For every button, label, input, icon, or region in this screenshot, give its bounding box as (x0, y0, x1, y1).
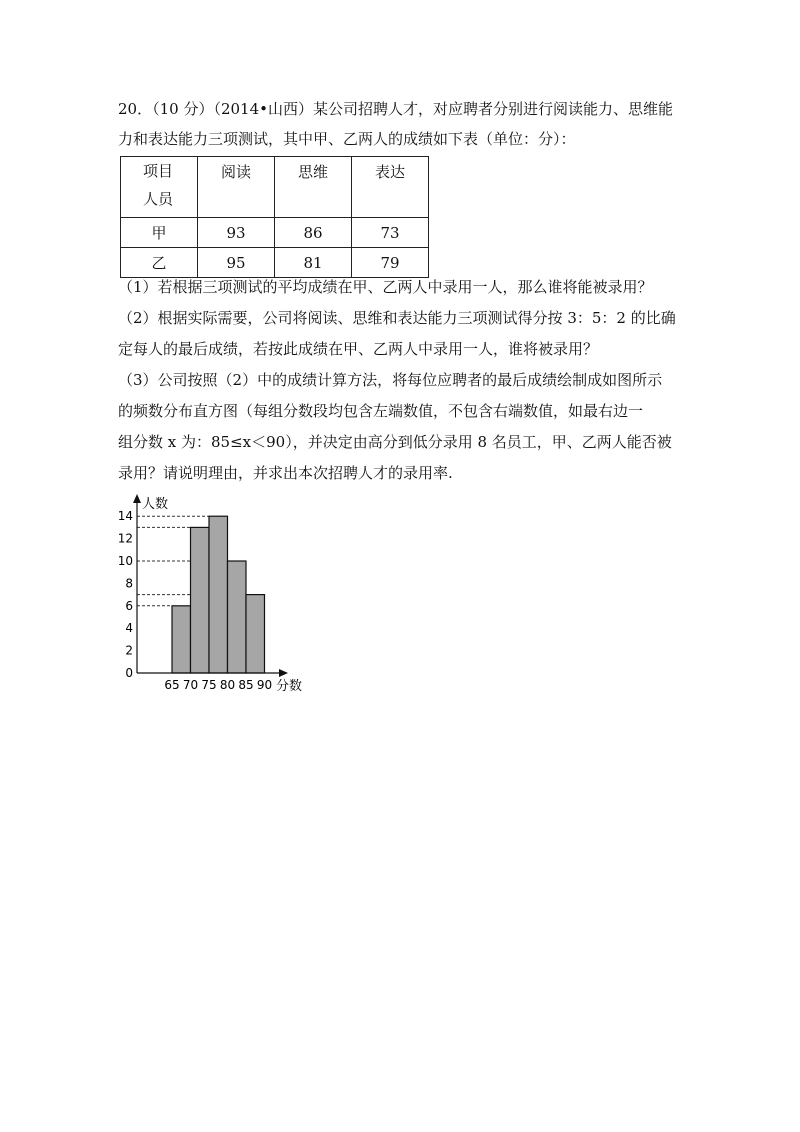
cell-value: 93 (198, 218, 275, 248)
y-tick-label: 2 (125, 643, 133, 658)
histogram-bar (191, 527, 210, 673)
x-tick-label: 85 (238, 678, 254, 692)
part-2-line-a: （2）根据实际需要，公司将阅读、思维和表达能力三项测试得分按 3：5：2 的比确 (118, 309, 676, 327)
part-2-line-b: 定每人的最后成绩，若按此成绩在甲、乙两人中录用一人，谁将被录用？ (118, 340, 599, 358)
x-tick-label: 90 (256, 678, 273, 692)
cell-value: 79 (352, 248, 429, 278)
y-tick-label: 6 (125, 598, 133, 613)
part-3-line-a: （3）公司按照（2）中的成绩计算方法，将每位应聘者的最后成绩绘制成如图所示 (118, 371, 663, 389)
header-reading: 阅读 (198, 157, 275, 218)
score-table (120, 156, 429, 278)
y-axis-arrow (133, 494, 141, 503)
x-tick-label: 80 (219, 678, 236, 692)
histogram-chart (110, 490, 330, 700)
y-tick-label: 12 (117, 531, 133, 546)
y-tick-label: 4 (125, 621, 133, 636)
x-axis-arrow (279, 669, 288, 677)
cell-value: 95 (198, 248, 275, 278)
histogram-bar (209, 516, 228, 673)
table-row (121, 248, 429, 278)
histogram-bar (172, 606, 191, 673)
histogram-bar (228, 561, 247, 673)
cell-value: 86 (275, 218, 352, 248)
cell-value: 81 (275, 248, 352, 278)
header-thinking: 思维 (275, 157, 352, 218)
x-ticks (164, 678, 272, 692)
table-corner-cell (121, 157, 198, 218)
y-tick-label: 8 (125, 576, 133, 591)
question-line-2: 力和表达能力三项测试，其中甲、乙两人的成绩如下表（单位：分）： (118, 130, 576, 148)
y-tick-label: 14 (117, 509, 133, 524)
cell-value: 73 (352, 218, 429, 248)
corner-label-person: 人员 (143, 190, 174, 208)
bars (172, 516, 265, 673)
y-axis-label: 人数 (142, 497, 169, 512)
x-tick-label: 65 (164, 678, 180, 692)
part-3-line-c: 组分数 x 为：85≤x＜90），并决定由高分到低分录用 8 名员工，甲、乙两人能否被 (118, 433, 672, 451)
table-row (121, 218, 429, 248)
corner-label-item: 项目 (143, 162, 174, 180)
x-tick-label: 70 (182, 678, 199, 692)
y-tick-label: 0 (125, 666, 133, 680)
x-tick-label: 75 (201, 678, 217, 692)
row-name: 甲 (121, 218, 198, 248)
part-3-line-b: 的频数分布直方图（每组分数段均包含左端数值，不包含右端数值，如最右边一 (118, 402, 644, 420)
y-ticks (118, 509, 133, 680)
part-1: （1）若根据三项测试的平均成绩在甲、乙两人中录用一人，那么谁将能被录用？ (118, 278, 653, 296)
question-line-1: 20．（10 分）（2014•山西）某公司招聘人才，对应聘者分别进行阅读能力、思维能 (118, 100, 673, 118)
histogram-bar (246, 595, 265, 673)
table-header-row (121, 157, 429, 218)
y-tick-label: 10 (117, 554, 133, 568)
x-axis-label: 分数 (276, 679, 303, 694)
part-3-line-d: 录用？请说明理由，并求出本次招聘人才的录用率. (118, 464, 453, 482)
header-expression: 表达 (352, 157, 429, 218)
row-name: 乙 (121, 248, 198, 278)
